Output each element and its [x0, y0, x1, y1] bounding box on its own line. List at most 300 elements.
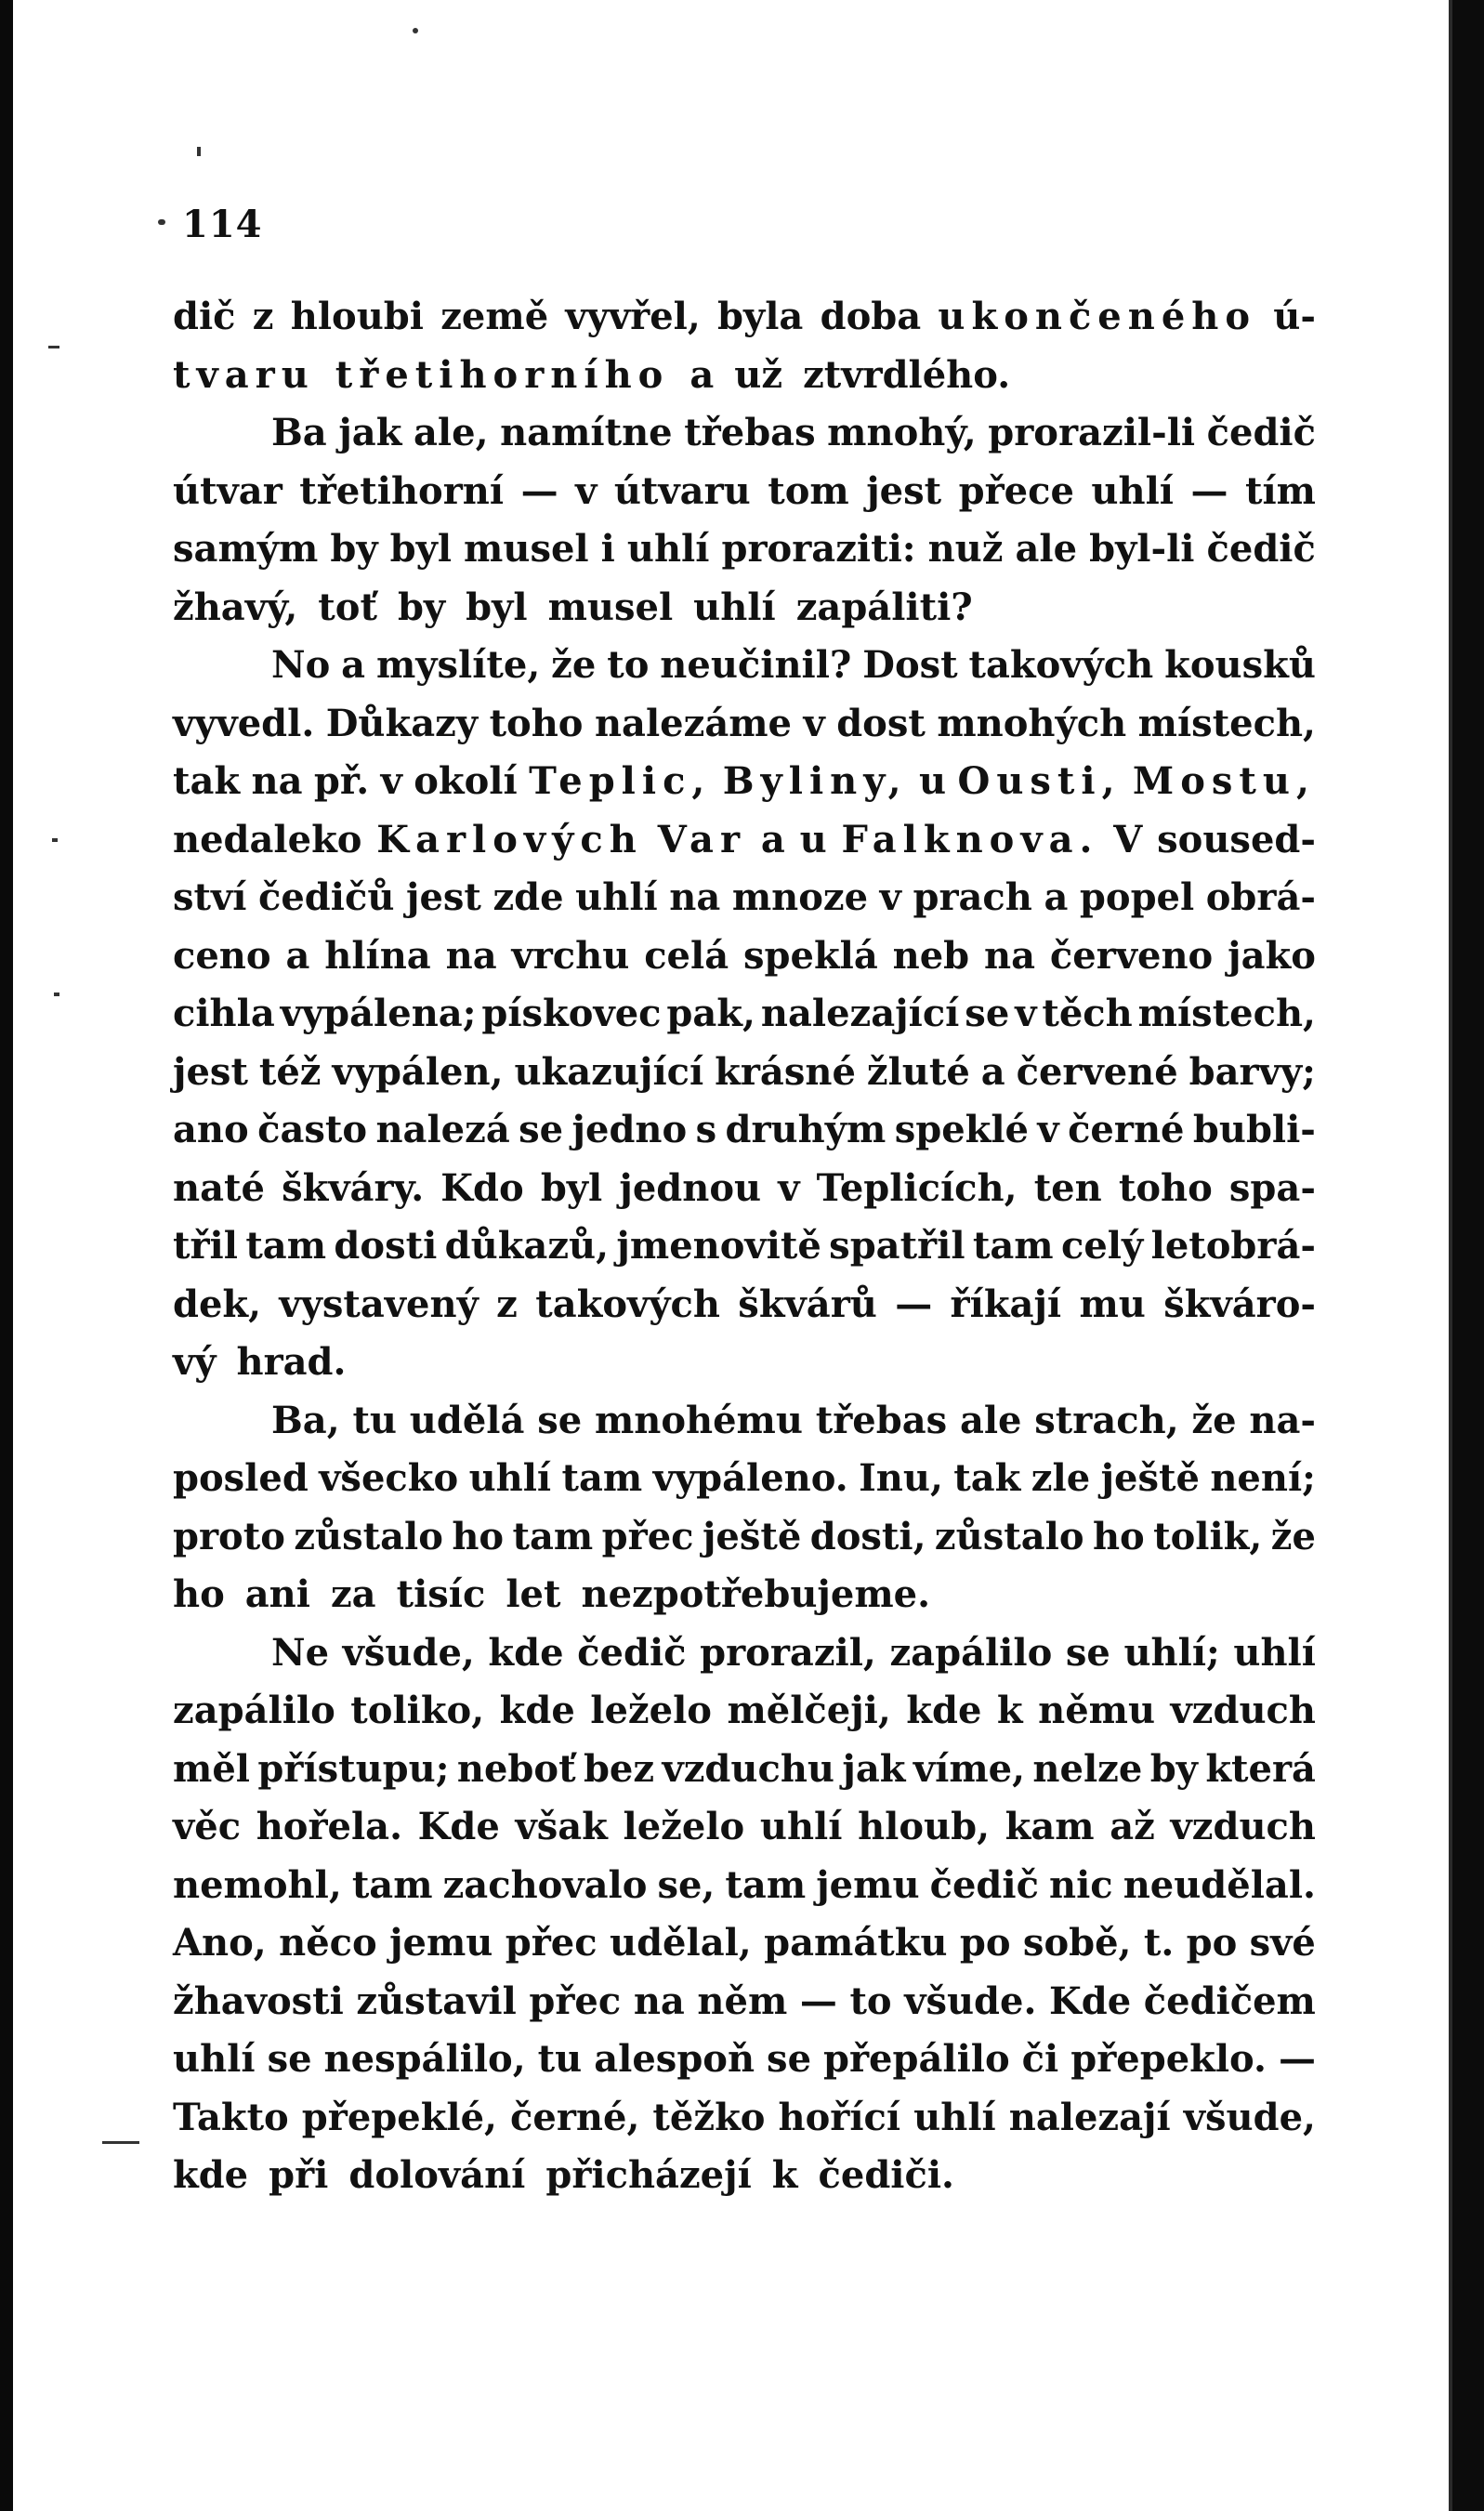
word: něco: [279, 1921, 377, 1965]
text-line: [173, 1217, 1316, 1276]
word: vypálen,: [332, 1049, 504, 1094]
scan-speck: [54, 993, 59, 996]
word: tam: [972, 1224, 1054, 1268]
word: ho: [452, 1514, 505, 1558]
word: —: [799, 1979, 837, 2023]
text-line: [173, 1857, 1316, 1915]
word: ú-: [1273, 295, 1316, 338]
word: čedič: [577, 1630, 687, 1675]
word: cihla: [173, 992, 275, 1035]
word: samým: [173, 527, 319, 571]
text-line: [173, 579, 1316, 638]
word: a: [760, 817, 785, 861]
word: jedno: [571, 1108, 688, 1151]
word: třebas: [684, 411, 816, 454]
word: soused-: [1157, 817, 1316, 861]
text-line: [173, 1044, 1316, 1102]
word: t.: [1143, 1921, 1175, 1965]
word: a: [980, 1049, 1005, 1094]
word: ale: [1015, 527, 1078, 571]
word: takových: [535, 1282, 720, 1326]
word: vý: [173, 1340, 217, 1384]
word: hořela.: [256, 1805, 403, 1848]
word: místech,: [1137, 992, 1316, 1035]
text-line: [173, 1914, 1316, 1973]
word: hloub,: [858, 1805, 990, 1848]
word: doba: [820, 295, 922, 338]
word: v: [778, 1165, 800, 1210]
word: V: [1113, 817, 1143, 861]
word: jest: [866, 468, 942, 513]
word: čedičů: [258, 875, 395, 919]
word: nalezající: [760, 992, 960, 1035]
word: Kde: [1048, 1979, 1132, 2023]
word: v: [575, 468, 598, 513]
word: při: [269, 2153, 329, 2197]
word: měl: [173, 1746, 250, 1791]
word: bez: [583, 1746, 655, 1791]
word: leželo: [623, 1805, 745, 1848]
word: nezpotřebujeme.: [581, 1572, 931, 1616]
word: už: [734, 352, 783, 397]
word: všecko: [319, 1456, 459, 1500]
word: všude,: [342, 1630, 475, 1675]
text-line: [173, 2031, 1316, 2089]
word: tam: [351, 1862, 433, 1907]
word: Ne: [271, 1630, 330, 1675]
word: a: [689, 352, 715, 397]
word: hloubi: [290, 295, 424, 338]
word: čedičem: [1143, 1979, 1316, 2023]
word: těžko: [652, 2095, 766, 2139]
word: s: [695, 1108, 717, 1151]
word: prorazil-li: [988, 411, 1196, 454]
word: ukončeného: [938, 295, 1257, 338]
text-line: [173, 1450, 1316, 1508]
word: ztvrdlého.: [803, 352, 1011, 397]
word: věc: [173, 1805, 242, 1848]
word: Ano,: [173, 1921, 267, 1965]
word: až: [1110, 1805, 1155, 1848]
word: musel: [547, 585, 674, 629]
word: těch: [1042, 992, 1133, 1035]
word: uhlí: [575, 875, 658, 919]
word: přepálilo: [823, 2037, 1010, 2081]
word: zapálilo: [889, 1630, 1053, 1675]
word: čediči.: [818, 2153, 954, 2197]
word: dolování: [348, 2153, 526, 2197]
word: památku: [764, 1921, 948, 1965]
word: místech,: [1137, 701, 1316, 745]
word: Důkazy: [325, 701, 479, 745]
word: své: [1249, 1921, 1316, 1965]
word: udělá: [409, 1398, 525, 1442]
word: třil: [173, 1224, 238, 1268]
word: tolik,: [1153, 1514, 1263, 1558]
word: na: [251, 759, 303, 803]
word: z: [252, 295, 274, 338]
word: letobrá-: [1150, 1224, 1316, 1268]
text-line: [173, 520, 1316, 579]
text-line: [173, 1798, 1316, 1857]
word: mu: [1079, 1282, 1146, 1326]
word: němu: [1038, 1689, 1156, 1732]
word: přepeklo.: [1070, 2037, 1267, 2081]
word: jemu: [816, 1862, 920, 1907]
text-line: [173, 1682, 1316, 1741]
word: jak: [338, 411, 402, 454]
word: Dost: [862, 643, 958, 687]
word: přec: [529, 1979, 622, 2023]
word: uhlí: [759, 1805, 843, 1848]
word: byl: [466, 585, 528, 629]
text-line: [173, 2089, 1316, 2148]
word: př.: [313, 759, 370, 803]
scan-speck: [413, 28, 418, 33]
word: toho: [489, 701, 584, 745]
text-line: [173, 1276, 1316, 1334]
text-line: [173, 1508, 1316, 1567]
word: čedič: [1206, 527, 1316, 571]
word: —: [1190, 468, 1228, 513]
word: škváry.: [282, 1165, 425, 1210]
word: krásné: [715, 1049, 856, 1094]
scan-speck: [48, 346, 59, 348]
word: tom: [768, 468, 849, 513]
word: žluté: [866, 1049, 970, 1094]
word: země: [440, 295, 549, 338]
word: uhlí;: [1123, 1630, 1220, 1675]
word: naté: [173, 1165, 265, 1210]
text-line: [173, 2147, 1316, 2205]
word: k: [771, 2153, 798, 2197]
word: žhavý,: [173, 585, 298, 629]
word: Karlových: [376, 817, 643, 861]
word: jest: [173, 1049, 248, 1094]
page-edge-shadow: [1449, 0, 1484, 2511]
text-line: [173, 811, 1316, 870]
word: mnoze: [731, 875, 869, 919]
word: Ba: [271, 411, 327, 454]
word: vyvedl.: [173, 701, 315, 745]
word: po: [1186, 1921, 1238, 1965]
word: černé: [1068, 1108, 1185, 1151]
word: přec: [505, 1921, 598, 1965]
word: uhlí: [626, 527, 710, 571]
word: tvaru: [173, 352, 315, 397]
word: byla: [717, 295, 804, 338]
word: uhlí: [468, 1456, 552, 1500]
body-text: [173, 288, 1316, 2205]
word: jemu: [389, 1921, 493, 1965]
word: nalezá: [375, 1108, 510, 1151]
word: popel: [1079, 875, 1195, 919]
word: ale,: [414, 411, 489, 454]
word: kam: [1005, 1805, 1095, 1848]
word: pak,: [666, 992, 755, 1035]
word: prorazil,: [700, 1630, 876, 1675]
word: udělal,: [610, 1921, 752, 1965]
word: v: [1015, 992, 1037, 1035]
word: tam: [725, 1862, 807, 1907]
word: škváro-: [1163, 1282, 1316, 1326]
word: neboť: [456, 1746, 576, 1791]
word: neb: [892, 933, 970, 978]
word: pískovec: [481, 992, 662, 1035]
word: nelze: [1032, 1746, 1143, 1791]
word: tam: [561, 1456, 643, 1500]
word: dosti: [334, 1224, 438, 1268]
word: přicházejí: [545, 2153, 752, 2197]
word: uhlí: [1233, 1630, 1316, 1675]
word: za: [330, 1572, 376, 1616]
word: zůstalo: [294, 1514, 443, 1558]
word: nemohl,: [173, 1862, 342, 1907]
text-line: [173, 404, 1316, 463]
word: v: [879, 875, 901, 919]
word: mnohý,: [827, 411, 977, 454]
word: důkazů,: [444, 1224, 610, 1268]
word: též: [258, 1049, 322, 1094]
word: tam: [245, 1224, 327, 1268]
word: všude,: [1183, 2095, 1316, 2139]
word: obrá-: [1205, 875, 1316, 919]
word: čedič: [1206, 411, 1316, 454]
word: uhlí: [173, 2037, 256, 2081]
word: posled: [173, 1456, 309, 1500]
word: dek,: [173, 1282, 262, 1326]
word: vrchu: [511, 933, 630, 978]
word: z: [496, 1282, 518, 1326]
word: se: [1065, 1630, 1110, 1675]
word: na: [445, 933, 497, 978]
word: by: [1149, 1746, 1198, 1791]
text-line: [173, 1334, 1316, 1392]
word: Var: [657, 817, 747, 861]
word: zůstavil: [356, 1979, 517, 2023]
page-number: 114: [182, 203, 263, 246]
word: u: [799, 817, 827, 861]
word: často: [257, 1108, 368, 1151]
word: okolí: [414, 759, 518, 803]
word: nedaleko: [173, 817, 362, 861]
word: nalezáme: [594, 701, 793, 745]
word: let: [506, 1572, 561, 1616]
word: neudělal.: [1123, 1862, 1316, 1907]
word: druhým: [725, 1108, 886, 1151]
text-line: [173, 347, 1316, 405]
word: která: [1205, 1746, 1316, 1791]
text-line: [173, 869, 1316, 927]
word: vypáleno.: [652, 1456, 848, 1500]
word: na: [669, 875, 721, 919]
word: celá: [644, 933, 729, 978]
word: toliko,: [350, 1689, 485, 1732]
word: či: [1021, 2037, 1059, 2081]
text-line: [173, 753, 1316, 811]
text-line: [173, 1973, 1316, 2031]
word: ho: [173, 1572, 225, 1616]
word: zachovalo: [442, 1862, 648, 1907]
word: u: [919, 759, 947, 803]
word: kousků: [1164, 643, 1316, 687]
text-line: [173, 1101, 1316, 1160]
word: hlína: [324, 933, 431, 978]
text-line: [173, 637, 1316, 695]
word: vypálena;: [280, 992, 477, 1035]
word: se: [965, 992, 1010, 1035]
word: ten: [1033, 1165, 1102, 1210]
word: by: [330, 527, 378, 571]
text-line: [173, 695, 1316, 754]
word: proto: [173, 1514, 285, 1558]
word: to: [607, 643, 650, 687]
word: speklé: [894, 1108, 1029, 1151]
word: kde: [499, 1689, 575, 1732]
text-line: [173, 985, 1316, 1044]
word: jak: [842, 1746, 906, 1791]
word: vzduch: [1170, 1805, 1316, 1848]
word: Teplicích,: [816, 1165, 1018, 1210]
word: dost: [836, 701, 926, 745]
word: přepeklé,: [301, 2095, 497, 2139]
text-line: [173, 1566, 1316, 1624]
word: namítne: [500, 411, 673, 454]
word: vystavený: [279, 1282, 479, 1326]
word: Takto: [173, 2095, 289, 2139]
scan-speck: [102, 2141, 139, 2144]
word: tu: [352, 1398, 397, 1442]
word: však: [515, 1805, 608, 1848]
word: alespoň: [594, 2037, 755, 2081]
text-line: [173, 463, 1316, 521]
word: speklá: [743, 933, 878, 978]
scan-speck: [197, 147, 201, 156]
word: zapáliti?: [795, 585, 973, 629]
word: mnohých: [937, 701, 1127, 745]
word: mělčeji,: [727, 1689, 891, 1732]
word: toť: [318, 585, 377, 629]
word: proraziti:: [721, 527, 916, 571]
word: byl: [389, 527, 453, 571]
word: a: [1044, 875, 1069, 919]
word: bubli-: [1192, 1108, 1316, 1151]
word: to: [849, 1979, 892, 2023]
word: dosti,: [809, 1514, 926, 1558]
word: Ousti,: [957, 759, 1122, 803]
word: jednou: [619, 1165, 762, 1210]
text-line: [173, 288, 1316, 347]
word: třetihorního: [335, 352, 670, 397]
word: mnohému: [594, 1398, 803, 1442]
word: přece: [958, 468, 1074, 513]
word: toho: [1118, 1165, 1213, 1210]
scan-speck: [158, 219, 165, 225]
word: ství: [173, 875, 247, 919]
word: červené: [1016, 1049, 1178, 1094]
word: ani: [244, 1572, 310, 1616]
word: dič: [173, 295, 236, 338]
word: —: [520, 468, 558, 513]
word: škvárů: [738, 1282, 877, 1326]
word: ale: [959, 1398, 1022, 1442]
word: barvy;: [1189, 1049, 1316, 1094]
word: tam: [512, 1514, 594, 1558]
word: přístupu;: [257, 1746, 450, 1791]
word: černé,: [510, 2095, 640, 2139]
word: na-: [1249, 1398, 1316, 1442]
word: přec: [601, 1514, 694, 1558]
word: Kdo: [440, 1165, 524, 1210]
word: tisíc: [396, 1572, 486, 1616]
word: se,: [657, 1862, 716, 1907]
word: ano: [173, 1108, 249, 1151]
word: a: [341, 643, 366, 687]
word: žhavosti: [173, 1979, 344, 2023]
word: že: [551, 643, 597, 687]
word: nic: [1048, 1862, 1113, 1907]
word: kde: [906, 1689, 982, 1732]
word: tím: [1244, 468, 1316, 513]
word: Kde: [417, 1805, 500, 1848]
word: —: [1278, 2037, 1316, 2081]
word: —: [895, 1282, 933, 1326]
word: No: [271, 643, 331, 687]
word: něm: [697, 1979, 788, 2023]
word: nuž: [927, 527, 1004, 571]
word: ceno: [173, 933, 271, 978]
word: zůstalo: [934, 1514, 1084, 1558]
word: i: [600, 527, 615, 571]
word: v: [803, 701, 825, 745]
word: celý: [1061, 1224, 1144, 1268]
word: jmenovitě: [616, 1224, 821, 1268]
word: zde: [492, 875, 564, 919]
word: ukazující: [514, 1049, 704, 1094]
word: se: [519, 1108, 564, 1151]
word: Teplic,: [529, 759, 712, 803]
word: čedič: [929, 1862, 1039, 1907]
word: Byliny,: [722, 759, 908, 803]
word: tak: [953, 1456, 1021, 1500]
word: Falknova.: [841, 817, 1099, 861]
word: musel: [464, 527, 589, 571]
text-line: [173, 927, 1316, 986]
word: spa-: [1228, 1165, 1316, 1210]
word: Mostu,: [1132, 759, 1316, 803]
text-line: [173, 1392, 1316, 1451]
word: se: [767, 2037, 812, 2081]
word: by: [397, 585, 446, 629]
word: vzduch: [1170, 1689, 1316, 1732]
word: byl-li: [1089, 527, 1195, 571]
word: Inu,: [859, 1456, 943, 1500]
word: vyvřel,: [565, 295, 701, 338]
word: tak: [173, 759, 241, 803]
word: takových: [968, 643, 1154, 687]
word: spatřil: [829, 1224, 965, 1268]
scan-speck: [52, 838, 58, 842]
word: prach: [913, 875, 1032, 919]
word: útvaru: [613, 468, 751, 513]
word: jest: [405, 875, 481, 919]
word: uhlí: [693, 585, 776, 629]
word: že: [1270, 1514, 1316, 1558]
word: sobě,: [1022, 1921, 1132, 1965]
word: neučinil?: [660, 643, 852, 687]
word: po: [959, 1921, 1011, 1965]
word: Ba,: [271, 1398, 340, 1442]
